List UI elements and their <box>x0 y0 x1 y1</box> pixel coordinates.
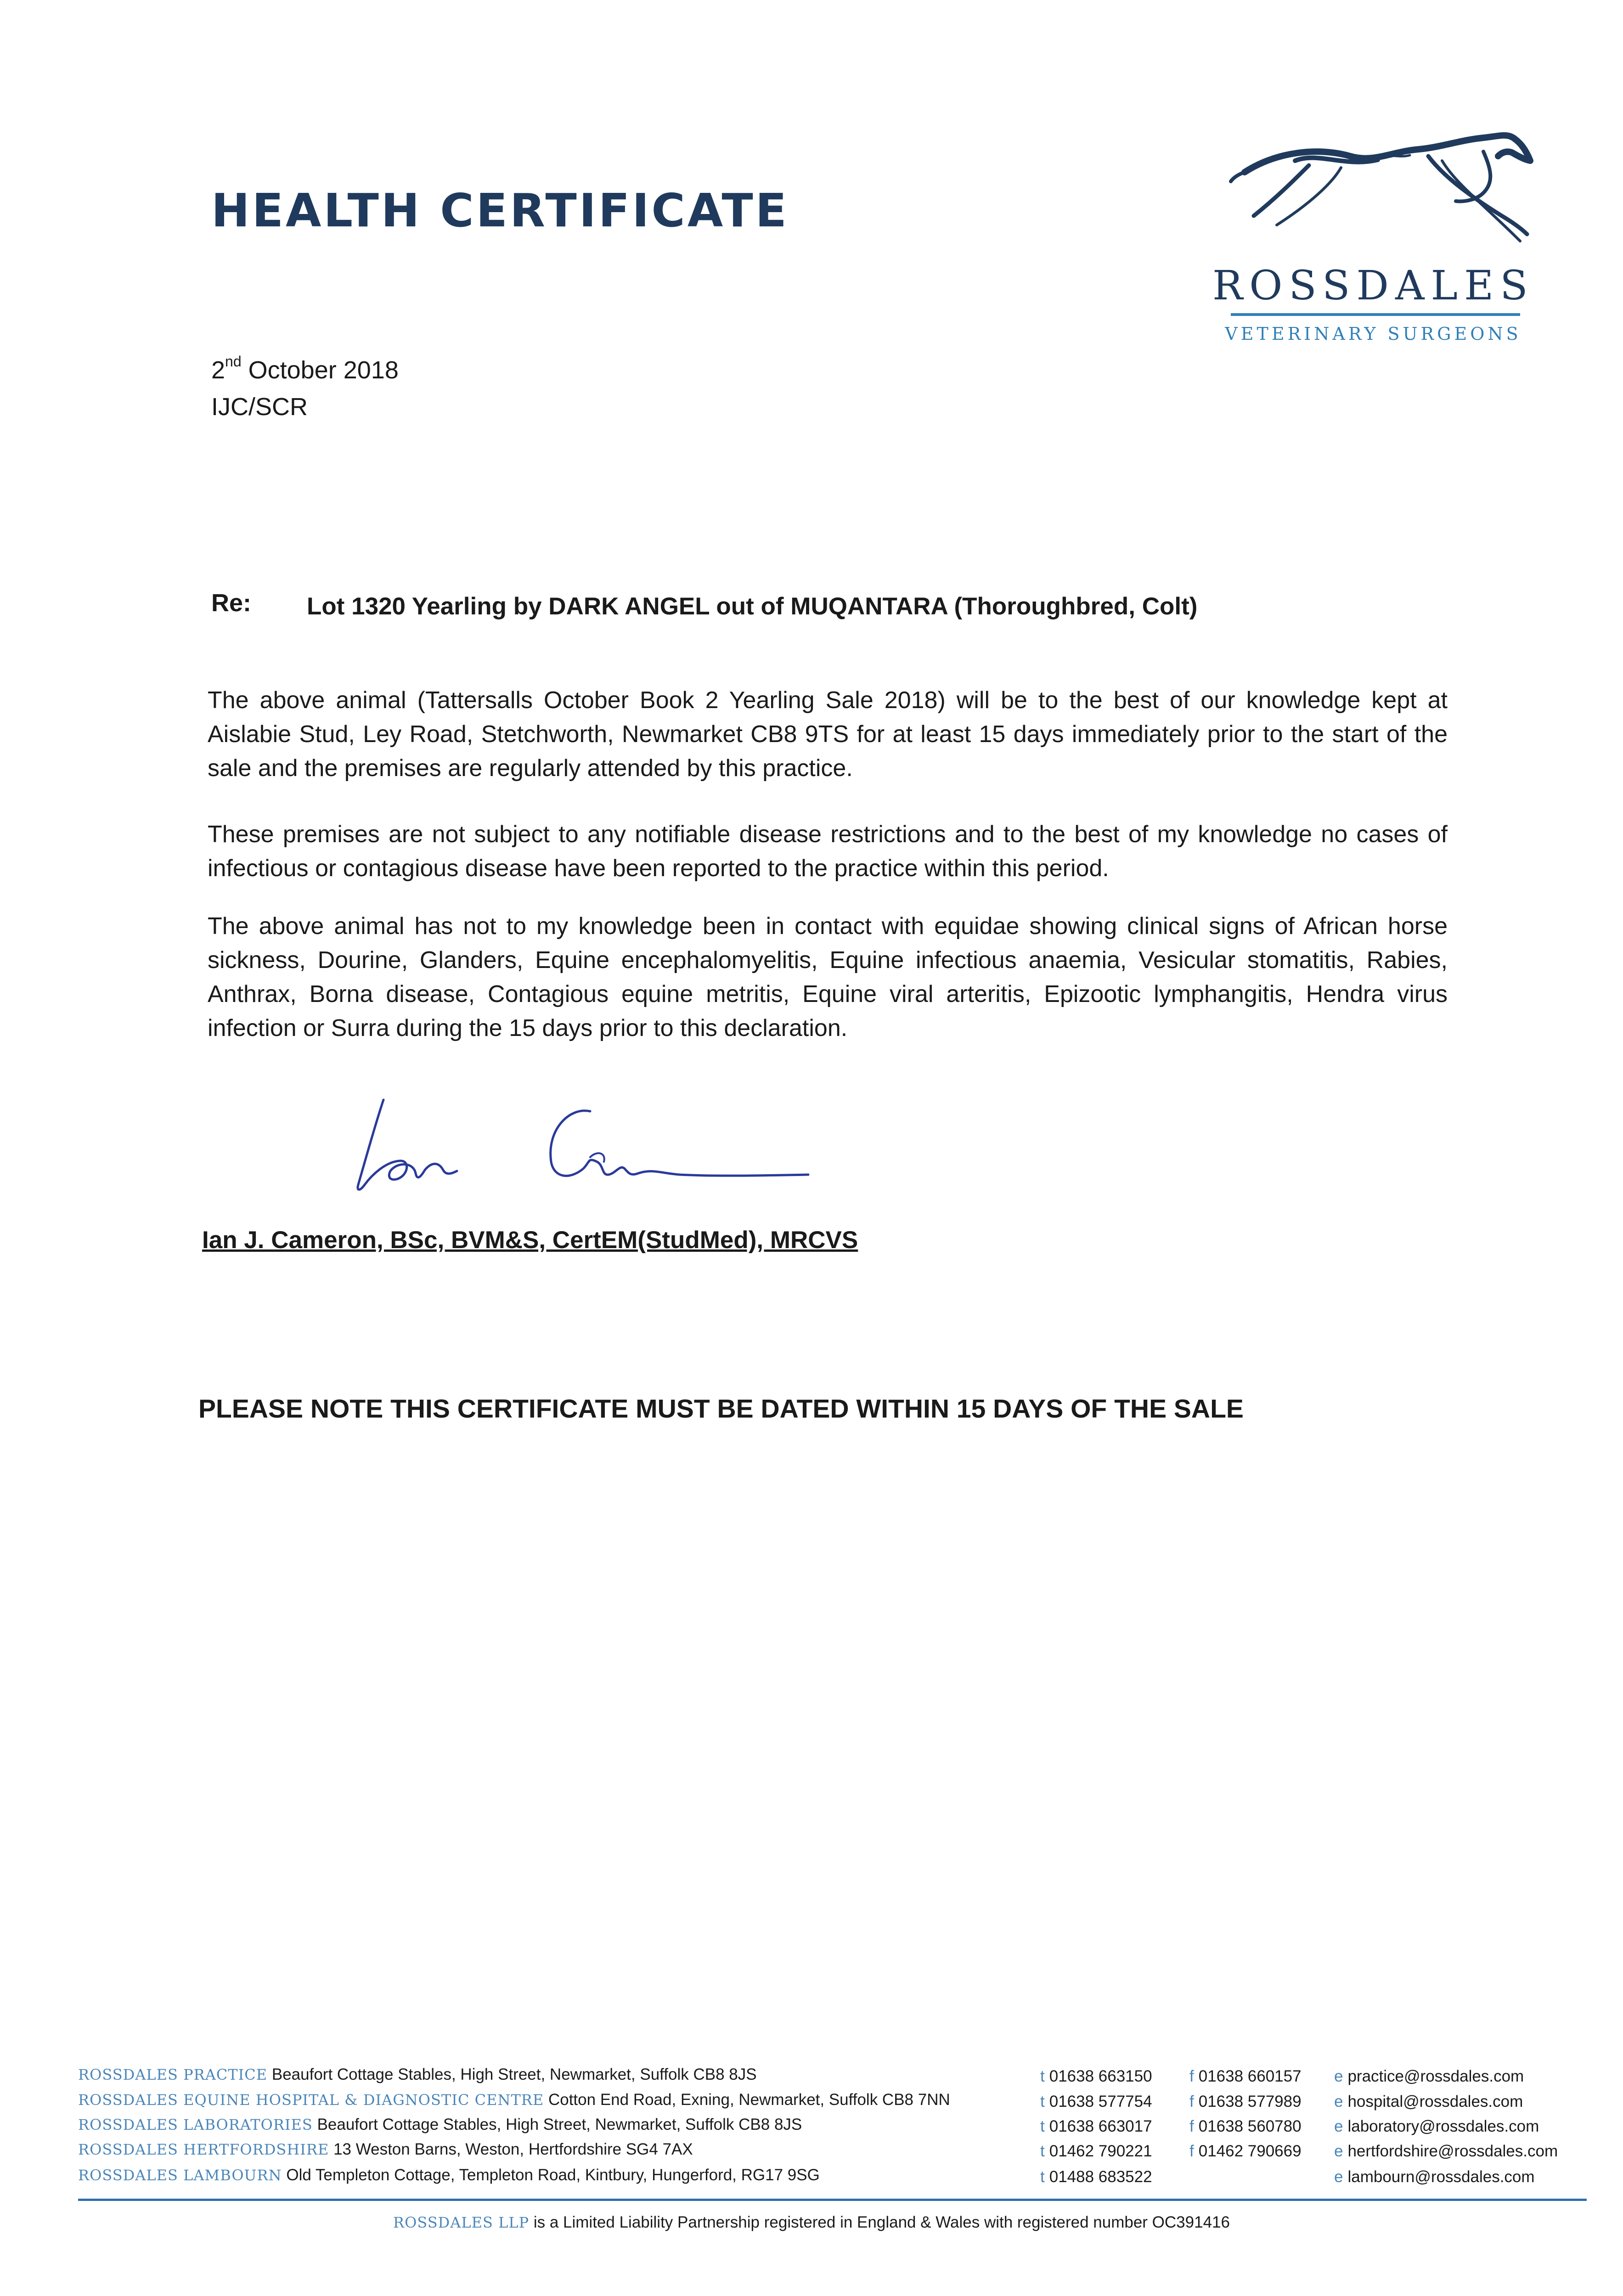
footer-email[interactable]: e practice@rossdales.com <box>1334 2067 1524 2085</box>
footer-row <box>78 2116 802 2134</box>
logo-name: ROSSDALES <box>1212 262 1534 309</box>
logo-subtitle: VETERINARY SURGEONS <box>1225 324 1522 344</box>
footer-fax: f 01638 660157 <box>1189 2067 1302 2085</box>
footer-email[interactable]: e laboratory@rossdales.com <box>1334 2117 1539 2135</box>
footer-location: ROSSDALES EQUINE HOSPITAL & DIAGNOSTIC CENTRE <box>78 2091 544 2109</box>
registration-statement <box>0 2213 1623 2232</box>
footer-fax: f 01638 560780 <box>1189 2117 1302 2135</box>
footer-address: Cotton End Road, Exning, Newmarket, Suffolk CB8 7NN <box>548 2091 950 2109</box>
footer-location: ROSSDALES HERTFORDSHIRE <box>78 2141 329 2158</box>
page-title: HEALTH CERTIFICATE <box>211 184 789 237</box>
footer-email[interactable]: e hospital@rossdales.com <box>1334 2093 1523 2110</box>
logo-divider <box>1231 313 1520 316</box>
footer-address: Beaufort Cottage Stables, High Street, Newmarket, Suffolk CB8 8JS <box>271 2065 757 2083</box>
horse-logo-icon <box>1226 124 1538 257</box>
footer-address: Beaufort Cottage Stables, High Street, Newmarket, Suffolk CB8 8JS <box>317 2116 802 2133</box>
date-day: 2 <box>211 356 225 384</box>
footer-location: ROSSDALES LABORATORIES <box>78 2116 313 2133</box>
footer-fax: f 01638 577989 <box>1189 2093 1302 2110</box>
body-paragraph-1: The above animal (Tattersalls October Book 2 Yearling Sale 2018) will be to the best of our knowledge kept at Aislabie Stud, Ley Road, Stetchworth, Newmarket CB8 9TS for at least 15 days immediately prior to the start of the sale and the premises are regularly attended by this practice. <box>208 687 1448 782</box>
date-suffix: nd <box>225 353 242 370</box>
footer-email[interactable]: e hertfordshire@rossdales.com <box>1334 2142 1558 2160</box>
subject-text: Lot 1320 Yearling by DARK ANGEL out of MUQANTARA (Thoroughbred, Colt) <box>307 593 1198 620</box>
body-paragraph-2: These premises are not subject to any notifiable disease restrictions and to the best of my knowledge no cases of infectious or contagious disease have been reported to the practice within this period. <box>208 821 1448 882</box>
footer-telephone: t 01488 683522 <box>1040 2168 1152 2186</box>
footer-location: ROSSDALES PRACTICE <box>78 2066 268 2083</box>
footer-telephone: t 01638 663017 <box>1040 2117 1152 2135</box>
document-date <box>211 353 399 384</box>
document-reference: IJC/SCR <box>211 393 308 421</box>
footer-row <box>78 2140 693 2159</box>
footer-email[interactable]: e lambourn@rossdales.com <box>1334 2168 1535 2186</box>
footer-row <box>78 2091 950 2109</box>
body-paragraph-3: The above animal has not to my knowledge been in contact with equidae showing clinical signs of African horse sickness, Dourine, Glanders, Equine encephalomyelitis, Equine infectious anaemia, Vesicular stomatitis, Rabies, Anthrax, Borna disease, Contagious equine metritis, Equine viral arteritis, Epizootic lymphangitis, Hendra virus infection or Surra during the 15 days prior to this declaration. <box>208 913 1448 1041</box>
handwritten-signature <box>340 1093 822 1199</box>
llp-text: is a Limited Liability Partnership registered in England & Wales with registered number OC391416 <box>529 2213 1230 2231</box>
footer-telephone: t 01638 663150 <box>1040 2067 1152 2085</box>
rossdales-logo <box>1212 115 1548 354</box>
llp-brand: ROSSDALES LLP <box>393 2214 530 2231</box>
footer-address: Old Templeton Cottage, Templeton Road, Kintbury, Hungerford, RG17 9SG <box>286 2166 820 2184</box>
subject-label: Re: <box>211 589 252 617</box>
signatory-name: Ian J. Cameron, BSc, BVM&S, CertEM(StudMed), MRCVS <box>202 1227 858 1254</box>
footer-divider <box>78 2199 1587 2201</box>
footer-row <box>78 2065 757 2084</box>
footer-address: 13 Weston Barns, Weston, Hertfordshire SG4 7AX <box>333 2140 693 2158</box>
footer-fax: f 01462 790669 <box>1189 2142 1302 2160</box>
dating-notice: PLEASE NOTE THIS CERTIFICATE MUST BE DATED WITHIN 15 DAYS OF THE SALE <box>198 1394 1244 1424</box>
footer-row <box>78 2166 820 2184</box>
date-rest: October 2018 <box>241 356 399 384</box>
footer-location: ROSSDALES LAMBOURN <box>78 2167 282 2184</box>
footer-telephone: t 01638 577754 <box>1040 2093 1152 2110</box>
footer-telephone: t 01462 790221 <box>1040 2142 1152 2160</box>
